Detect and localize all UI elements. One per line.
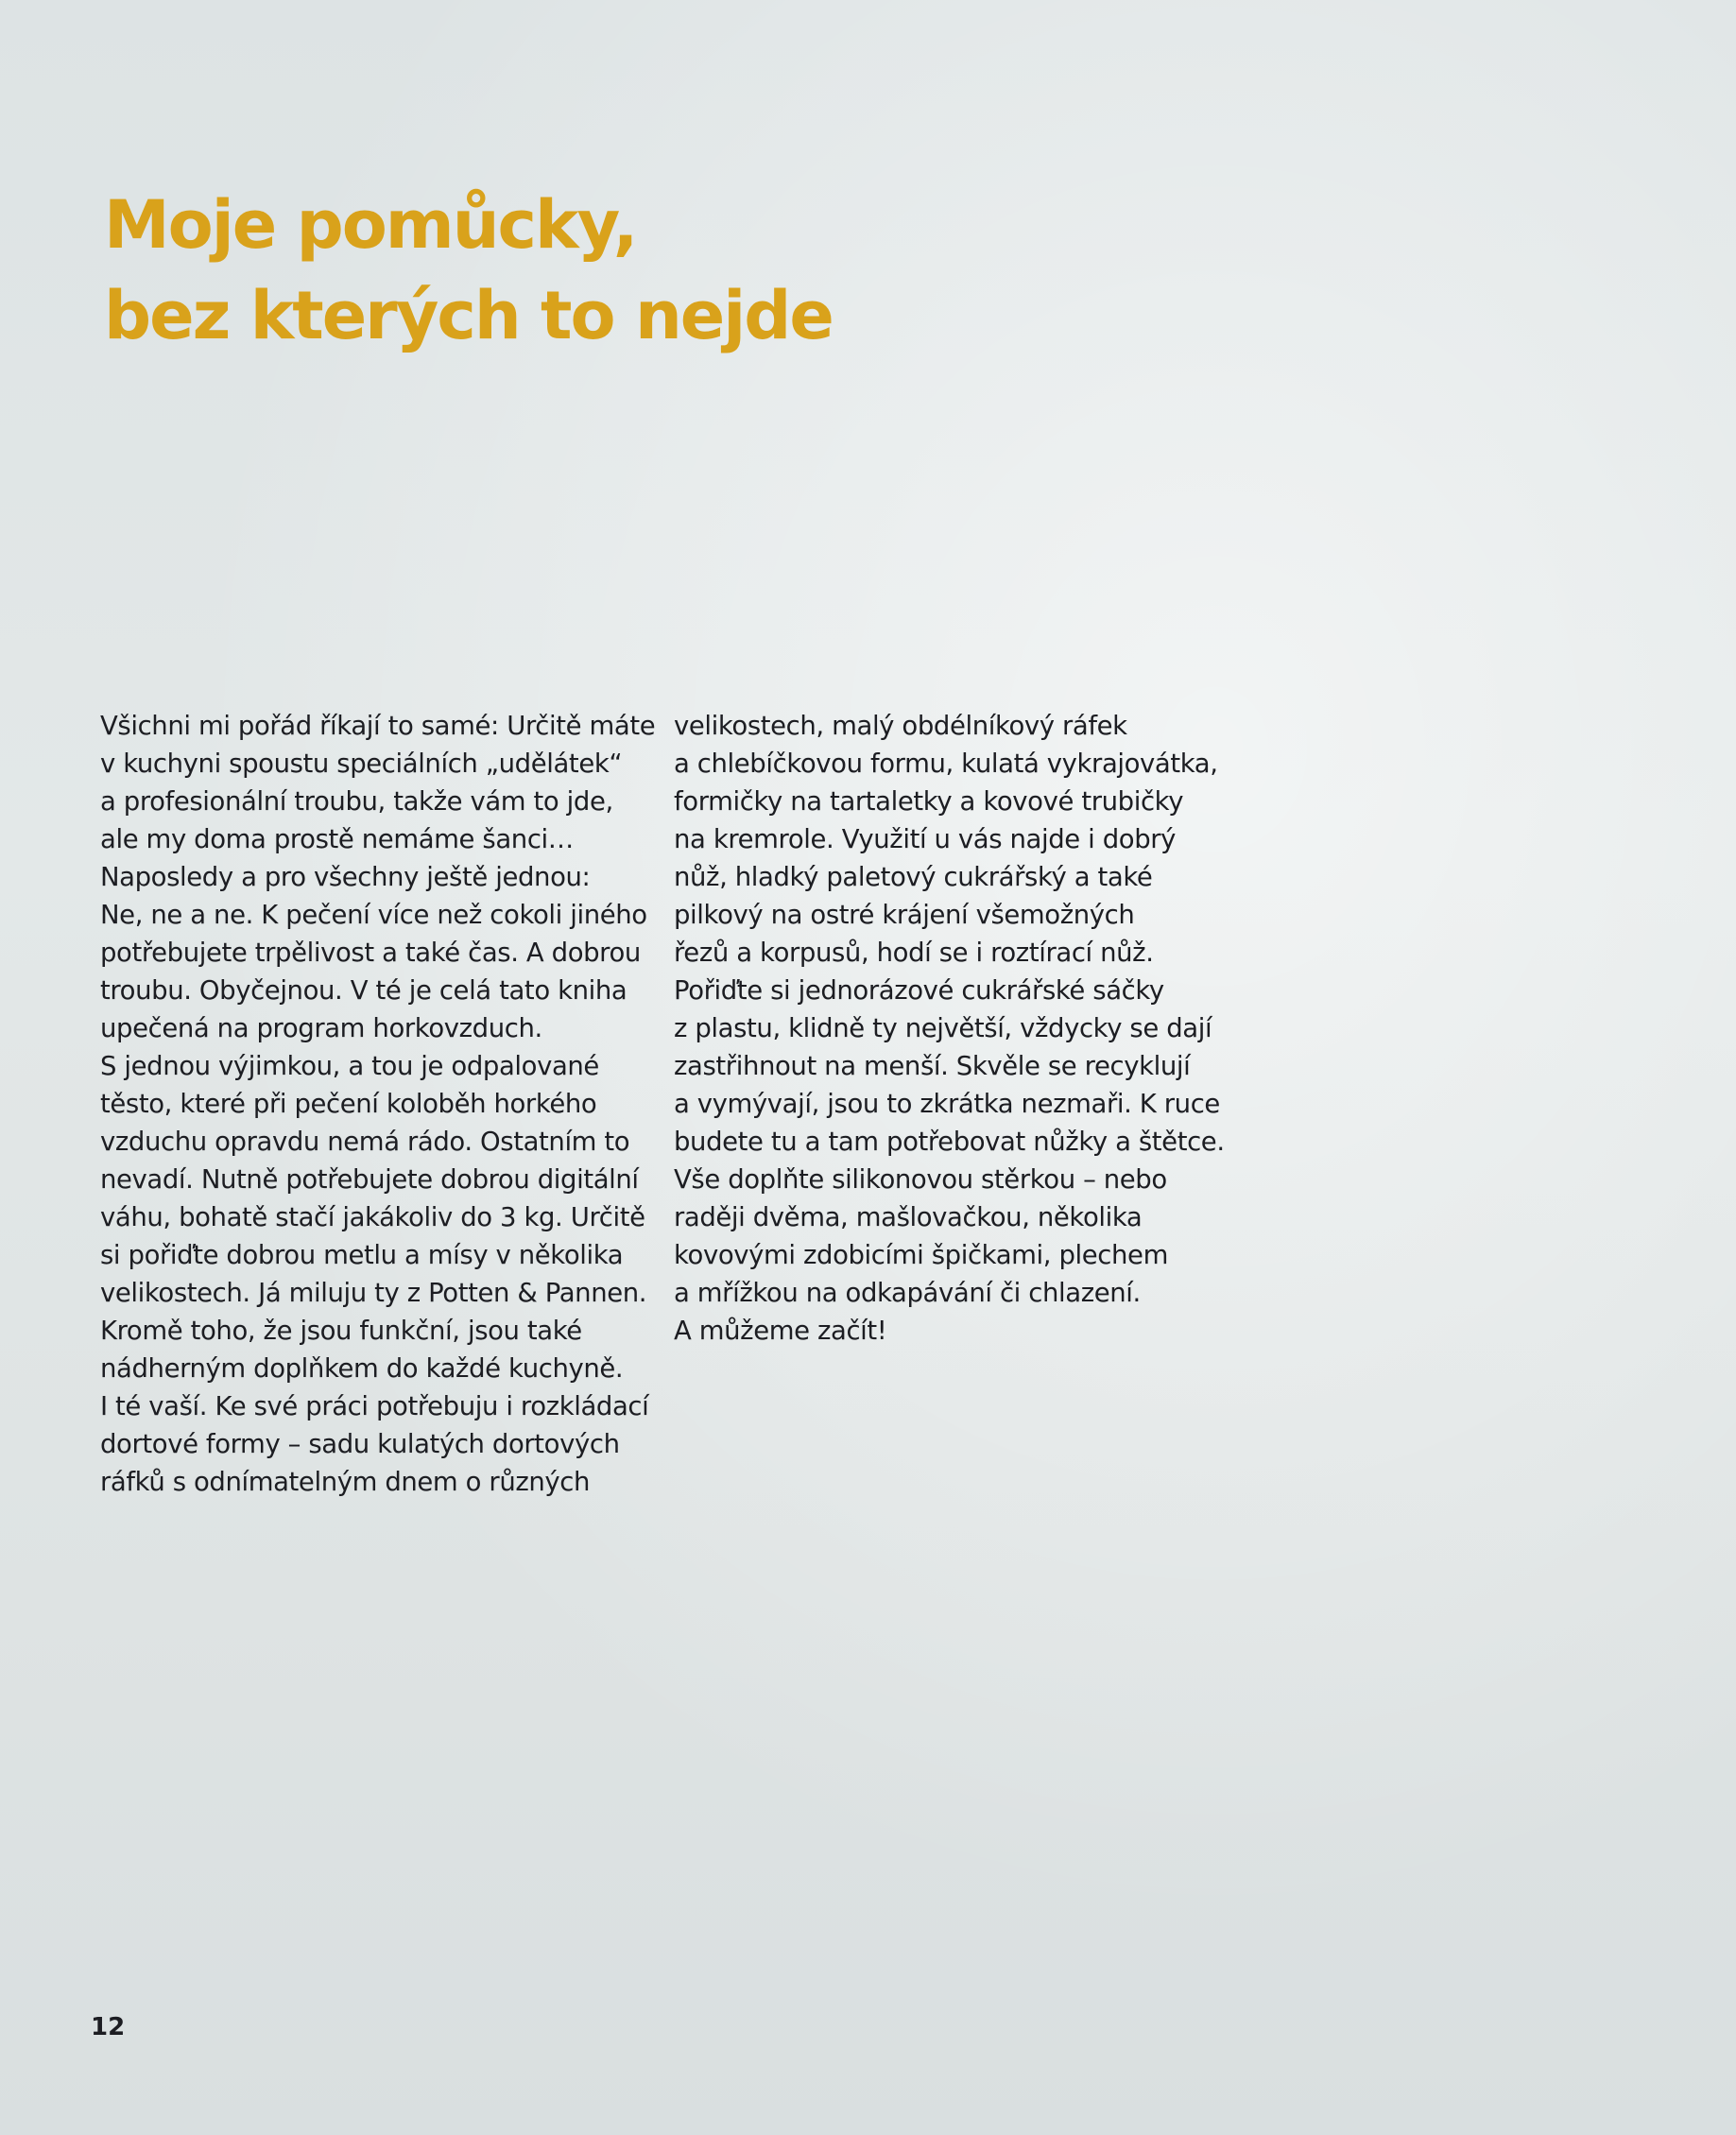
left-text-column (100, 707, 686, 1501)
page-number: 12 (91, 2013, 126, 2041)
text-line: ale my doma prostě nemáme šanci… (100, 824, 574, 854)
text-line: Ne, ne a ne. K pečení více než cokoli jiného (100, 900, 647, 930)
text-line: Všichni mi pořád říkají to samé: Určitě máte (100, 711, 656, 741)
title-line-2: bez kterých to nejde (104, 277, 833, 354)
right-text-column (674, 707, 1260, 1350)
page-title (104, 180, 833, 361)
text-line: v kuchyni spoustu speciálních „udělátek“ (100, 749, 623, 779)
text-line: nádherným doplňkem do každé kuchyně. (100, 1353, 624, 1384)
text-line: velikostech, malý obdélníkový ráfek (674, 711, 1127, 741)
text-line: a chlebíčkovou formu, kulatá vykrajovátka, (674, 749, 1218, 779)
text-line: Vše doplňte silikonovou stěrkou – nebo (674, 1164, 1167, 1195)
text-line: zastřihnout na menší. Skvěle se recyklují (674, 1051, 1191, 1081)
text-line: váhu, bohatě stačí jakákoliv do 3 kg. Určitě (100, 1202, 645, 1232)
text-line: budete tu a tam potřebovat nůžky a štětce. (674, 1127, 1225, 1157)
text-line: A můžeme začít! (674, 1316, 887, 1346)
text-line: I té vaší. Ke své práci potřebuju i rozkládací (100, 1391, 649, 1421)
text-line: pilkový na ostré krájení všemožných (674, 900, 1135, 930)
text-line: a vymývají, jsou to zkrátka nezmaři. K ruce (674, 1089, 1220, 1119)
text-line: řezů a korpusů, hodí se i roztírací nůž. (674, 938, 1154, 968)
text-line: Naposledy a pro všechny ještě jednou: (100, 862, 591, 892)
text-line: si pořiďte dobrou metlu a mísy v několika (100, 1240, 624, 1270)
text-line: potřebujete trpělivost a také čas. A dobrou (100, 938, 641, 968)
text-line: a mřížkou na odkapávání či chlazení. (674, 1278, 1141, 1308)
text-line: formičky na tartaletky a kovové trubičky (674, 786, 1184, 817)
text-line: vzduchu opravdu nemá rádo. Ostatním to (100, 1127, 630, 1157)
text-line: těsto, které při pečení koloběh horkého (100, 1089, 597, 1119)
text-line: velikostech. Já miluju ty z Potten & Pannen. (100, 1278, 647, 1308)
text-line: troubu. Obyčejnou. V té je celá tato kniha (100, 975, 627, 1006)
text-line: nevadí. Nutně potřebujete dobrou digitální (100, 1164, 639, 1195)
text-line: Pořiďte si jednorázové cukrářské sáčky (674, 975, 1164, 1006)
title-line-1: Moje pomůcky, (104, 186, 637, 264)
text-line: a profesionální troubu, takže vám to jde, (100, 786, 613, 817)
text-line: ráfků s odnímatelným dnem o různých (100, 1467, 591, 1497)
text-line: kovovými zdobicími špičkami, plechem (674, 1240, 1168, 1270)
text-line: dortové formy – sadu kulatých dortových (100, 1429, 620, 1459)
text-line: na kremrole. Využití u vás najde i dobrý (674, 824, 1177, 854)
text-line: upečená na program horkovzduch. (100, 1013, 542, 1043)
text-line: nůž, hladký paletový cukrářský a také (674, 862, 1153, 892)
text-line: S jednou výjimkou, a tou je odpalované (100, 1051, 599, 1081)
text-line: raději dvěma, mašlovačkou, několika (674, 1202, 1143, 1232)
text-line: z plastu, klidně ty největší, vždycky se dají (674, 1013, 1212, 1043)
text-line: Kromě toho, že jsou funkční, jsou také (100, 1316, 582, 1346)
